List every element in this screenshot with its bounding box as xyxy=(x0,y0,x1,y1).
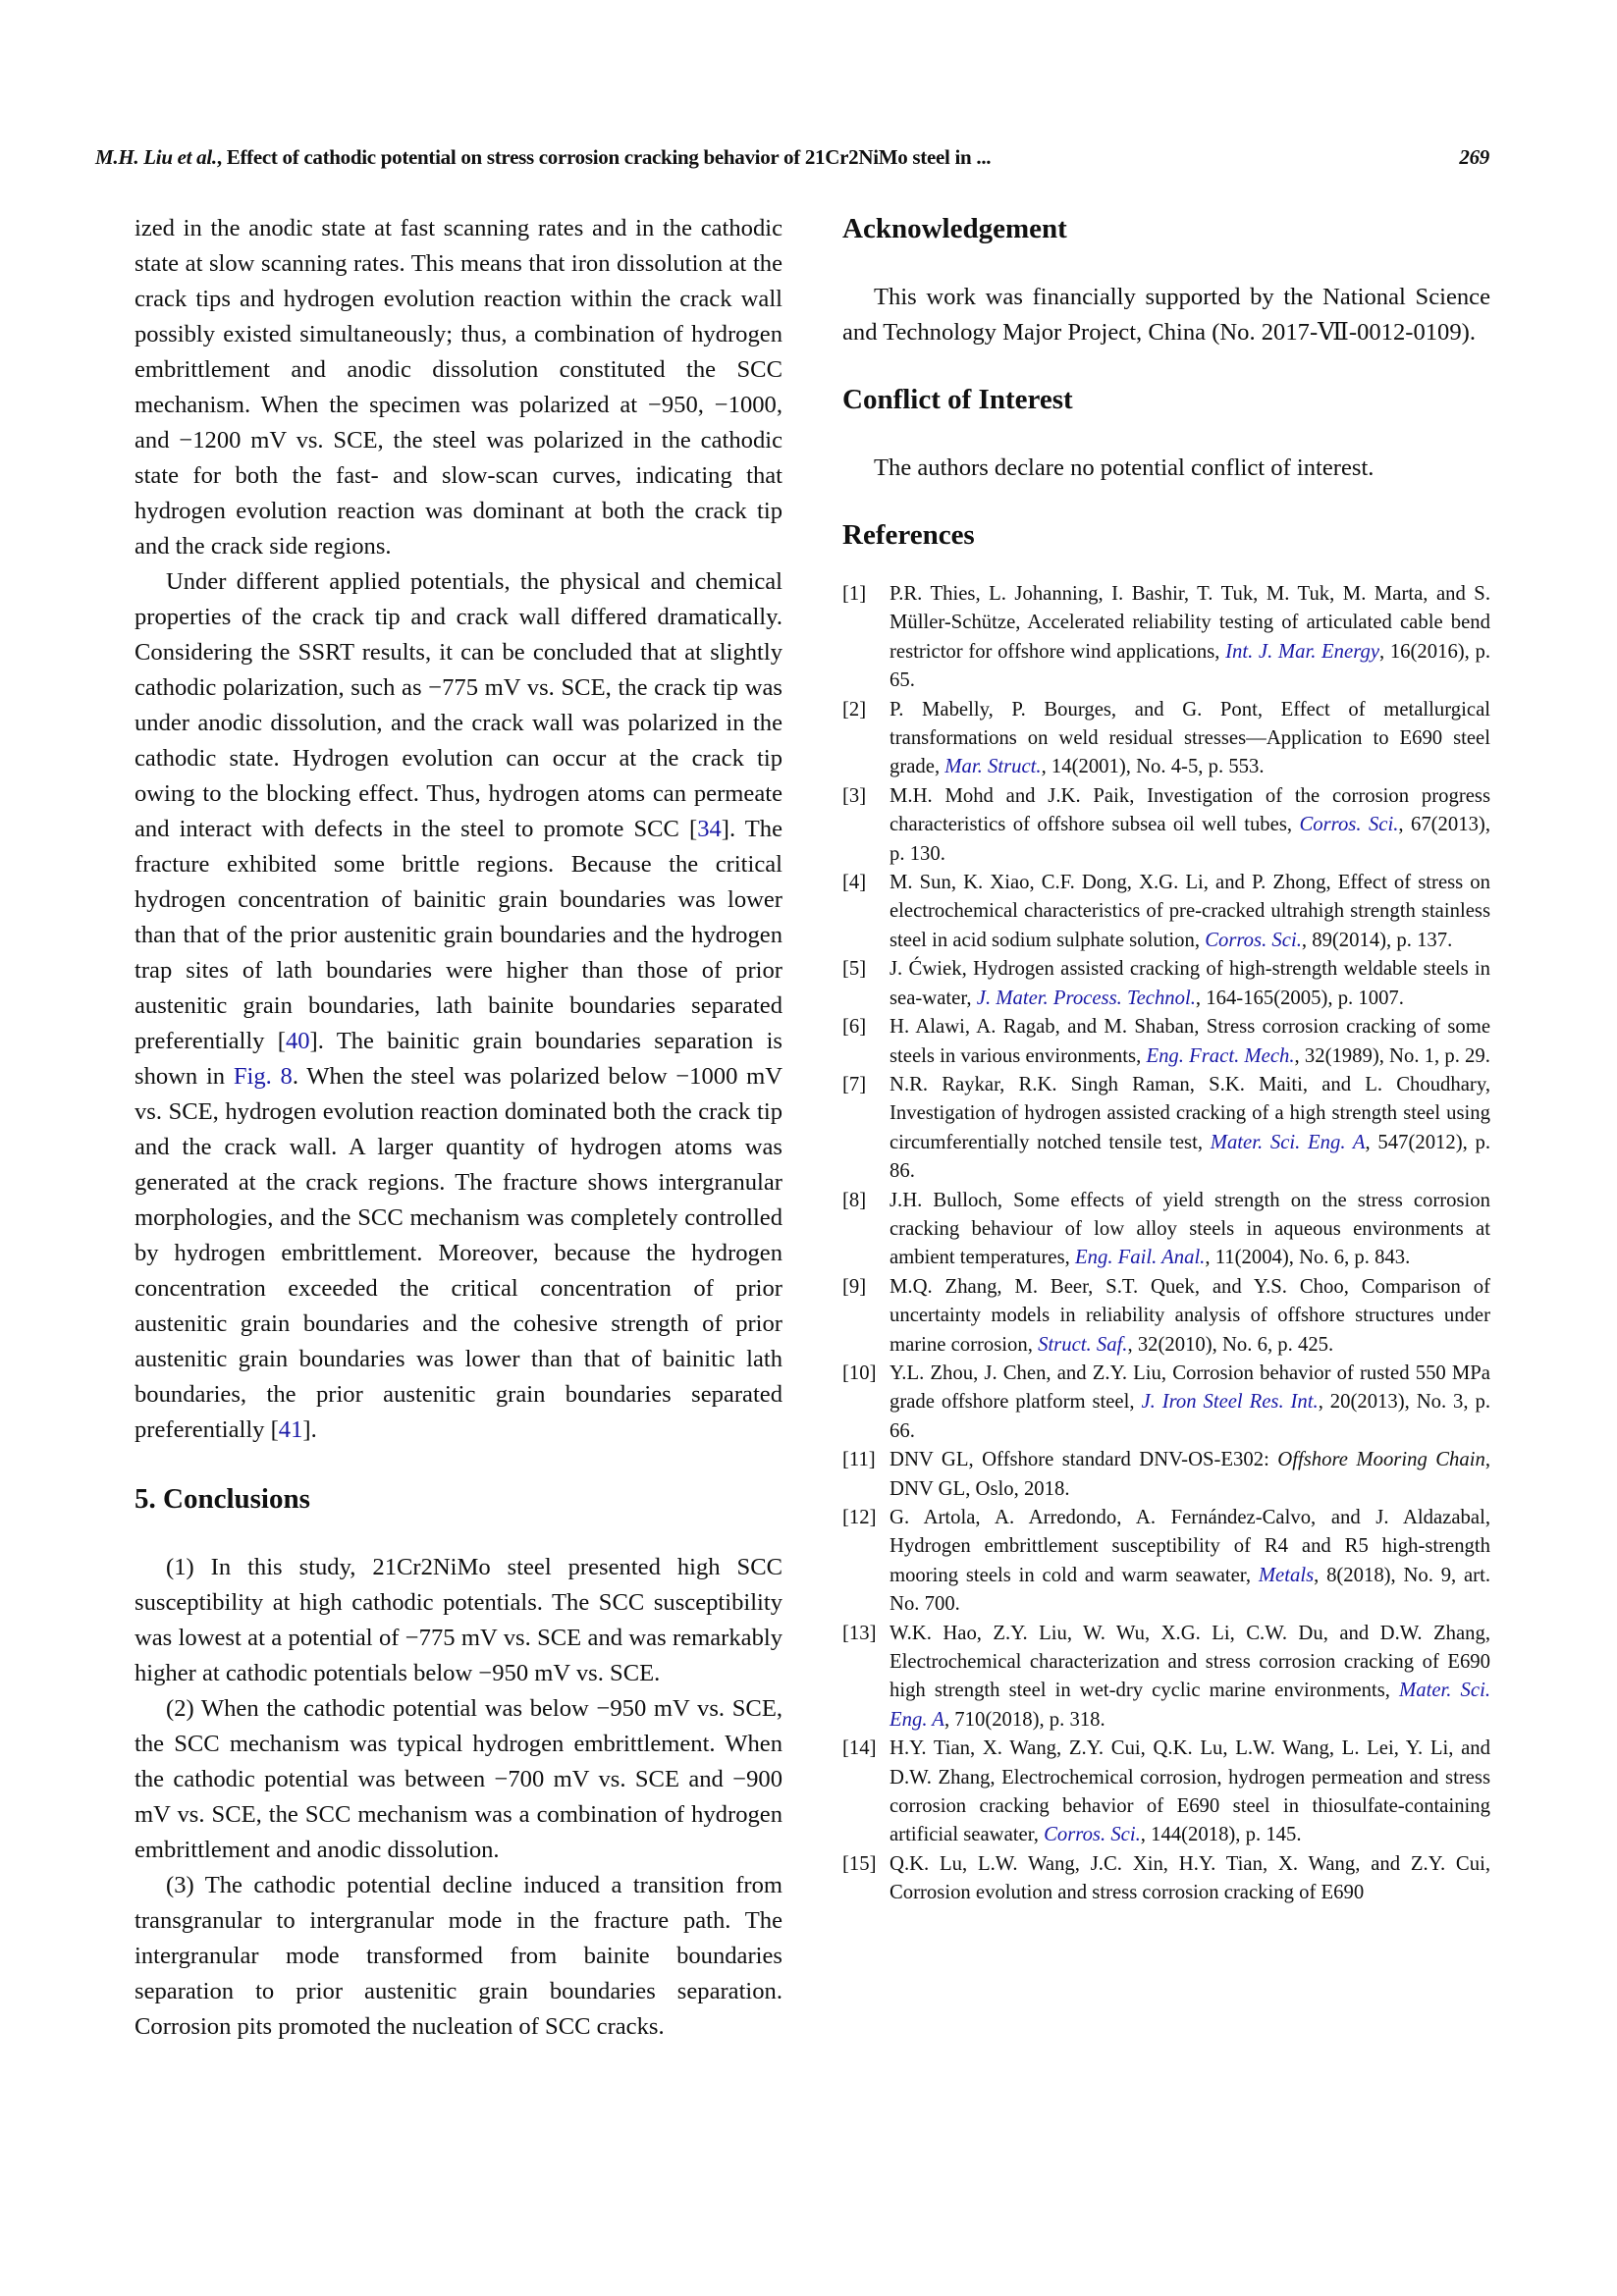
reference-item xyxy=(842,1446,1490,1504)
reference-text: DNV GL, Offshore standard DNV-OS-E302: xyxy=(889,1449,1278,1471)
reference-text: , 89(2014), p. 137. xyxy=(1301,929,1453,951)
journal-link[interactable]: Mater. Sci. Eng. A xyxy=(889,1680,1490,1731)
reference-number: [10] xyxy=(842,1362,877,1384)
journal-link[interactable]: Mater. Sci. Eng. A xyxy=(1210,1131,1366,1153)
reference-number: [7] xyxy=(842,1073,867,1095)
reference-item xyxy=(842,1504,1490,1620)
conflict-heading: Conflict of Interest xyxy=(842,384,1073,415)
reference-text: J. Ćwiek, Hydrogen assisted cracking of high-strength weldable steels in sea-water, xyxy=(889,958,1490,1009)
reference-item xyxy=(842,782,1490,869)
reference-text: Y.L. Zhou, J. Chen, and Z.Y. Liu, Corrosion behavior of rusted 550 MPa grade offshore platform steel, xyxy=(889,1362,1490,1414)
reference-item xyxy=(842,869,1490,955)
reference-text: , DNV GL, Oslo, 2018. xyxy=(889,1449,1490,1500)
reference-number: [2] xyxy=(842,698,867,721)
reference-text: M. Sun, K. Xiao, C.F. Dong, X.G. Li, and P. Zhong, Effect of stress on electrochemical characteristics of pre-cracked ultrahigh strength stainless steel in acid sodium sulphate solution, xyxy=(889,872,1490,951)
reference-item xyxy=(842,955,1490,1013)
journal-link[interactable]: Corros. Sci. xyxy=(1044,1824,1141,1846)
reference-number: [11] xyxy=(842,1449,876,1471)
reference-text: , 164-165(2005), p. 1007. xyxy=(1195,987,1404,1009)
reference-text: , 67(2013), p. 130. xyxy=(889,814,1490,865)
citation-link-41[interactable]: 41 xyxy=(278,1416,303,1443)
reference-text: , 710(2018), p. 318. xyxy=(943,1708,1105,1731)
text-segment: ]. The fracture exhibited some brittle regions. Because the critical hydrogen concentration of bainitic grain boundaries was lower than that of the prior austenitic grain boundaries and the hydrogen trap sites of lath boundaries were higher than those of prior austenitic grain boundaries, lath bainite boundaries separated preferentially [ xyxy=(135,816,782,1054)
reference-number: [15] xyxy=(842,1852,877,1875)
conclusion-item-2: (2) When the cathodic potential was below −950 mV vs. SCE, the SCC mechanism was typical hydrogen embrittlement. When the cathodic potential was between −700 mV vs. SCE and −900 mV vs. SCE, the SCC mechanism was a combination of hydrogen embrittlement and anodic dissolution. xyxy=(135,1695,782,1863)
book-title: Offshore Mooring Chain xyxy=(1277,1449,1485,1471)
acknowledgement-text: This work was financially supported by the National Science and Technology Major Project, China (No. 2017-Ⅶ-0012-0109). xyxy=(842,284,1490,346)
reference-text: , 14(2001), No. 4-5, p. 553. xyxy=(1041,756,1265,778)
header-authors: M.H. Liu et al. xyxy=(95,145,217,169)
reference-item xyxy=(842,1735,1490,1850)
reference-number: [6] xyxy=(842,1016,867,1039)
reference-text: , 11(2004), No. 6, p. 843. xyxy=(1205,1247,1411,1269)
journal-link[interactable]: J. Iron Steel Res. Int. xyxy=(1141,1391,1319,1414)
journal-link[interactable]: Corros. Sci. xyxy=(1205,929,1302,951)
reference-text: , 8(2018), No. 9, art. No. 700. xyxy=(889,1564,1490,1616)
reference-text: , 16(2016), p. 65. xyxy=(889,640,1491,692)
reference-item xyxy=(842,1013,1490,1071)
reference-text: H. Alawi, A. Ragab, and M. Shaban, Stress corrosion cracking of some steels in various environments, xyxy=(889,1016,1490,1067)
reference-item xyxy=(842,1620,1490,1735)
reference-list xyxy=(842,580,1490,1908)
references-heading: References xyxy=(842,519,975,551)
reference-item xyxy=(842,1273,1490,1360)
reference-text: W.K. Hao, Z.Y. Liu, W. Wu, X.G. Li, C.W. Du, and D.W. Zhang, Electrochemical characterization and stress corrosion cracking of E690 high strength steel in wet-dry cyclic marine environments, xyxy=(889,1622,1490,1702)
conflict-text: The authors declare no potential conflict of interest. xyxy=(874,454,1374,481)
text-segment: ]. xyxy=(302,1416,317,1443)
running-header xyxy=(95,145,1489,175)
left-column xyxy=(135,211,782,2045)
reference-number: [8] xyxy=(842,1189,867,1211)
reference-text: G. Artola, A. Arredondo, A. Fernández-Calvo, and J. Aldazabal, Hydrogen embrittlement susceptibility of R4 and R5 high-strength mooring steels in cold and warm seawater, xyxy=(889,1507,1490,1586)
journal-link[interactable]: Struct. Saf. xyxy=(1038,1333,1128,1356)
journal-link[interactable]: Eng. Fract. Mech. xyxy=(1146,1044,1295,1067)
body-paragraph-continued: ized in the anodic state at fast scanning rates and in the cathodic state at slow scanning rates. This means that iron dissolution at the crack tips and hydrogen evolution reaction within the crack wall possibly existed simultaneously; thus, a combination of hydrogen embrittlement and anodic dissolution constituted the SCC mechanism. When the specimen was polarized at −950, −1000, and −1200 mV vs. SCE, the steel was polarized in the cathodic state for both the fast- and slow-scan curves, indicating that hydrogen evolution reaction was dominant at both the crack tip and the crack side regions. xyxy=(135,215,782,560)
reference-text: J.H. Bulloch, Some effects of yield strength on the stress corrosion cracking behaviour of low alloy steels in aqueous environments at ambient temperatures, xyxy=(889,1189,1490,1269)
reference-number: [13] xyxy=(842,1622,877,1644)
text-segment: Under different applied potentials, the physical and chemical properties of the crack tip and crack wall differed dramatically. Considering the SSRT results, it can be concluded that at slightly cathodic polarization, such as −775 mV vs. SCE, the crack tip was under anodic dissolution, and the crack wall was polarized in the cathodic state. Hydrogen evolution can occur at the crack tip owing to the blocking effect. Thus, hydrogen atoms can permeate and interact with defects in the steel to promote SCC [ xyxy=(135,568,782,842)
conclusion-item-1: (1) In this study, 21Cr2NiMo steel presented high SCC susceptibility at high cathodic potentials. The SCC susceptibility was lowest at a potential of −775 mV vs. SCE and was remarkably higher at cathodic potentials below −950 mV vs. SCE. xyxy=(135,1554,782,1686)
header-title: , Effect of cathodic potential on stress corrosion cracking behavior of 21Cr2NiMo steel in ... xyxy=(216,145,992,169)
reference-text: , 32(2010), No. 6, p. 425. xyxy=(1127,1333,1334,1356)
reference-number: [12] xyxy=(842,1507,877,1528)
reference-item xyxy=(842,1071,1490,1187)
journal-link[interactable]: Metals xyxy=(1258,1564,1315,1586)
reference-text: N.R. Raykar, R.K. Singh Raman, S.K. Maiti, and L. Choudhary, Investigation of hydrogen assisted cracking of a high strength steel using circumferentially notched tensile test, xyxy=(889,1073,1490,1153)
reference-text: H.Y. Tian, X. Wang, Z.Y. Cui, Q.K. Lu, L.W. Wang, L. Lei, Y. Li, and D.W. Zhang, Electrochemical corrosion, hydrogen permeation and stress corrosion cracking behavior of E690 steel in thiosulfate-containing artificial seawater, xyxy=(889,1737,1490,1846)
right-column xyxy=(842,211,1490,1908)
acknowledgement-heading: Acknowledgement xyxy=(842,213,1067,244)
journal-link[interactable]: Eng. Fail. Anal. xyxy=(1075,1247,1206,1269)
reference-item xyxy=(842,1850,1490,1908)
text-segment: ]. The bainitic grain boundaries separation is shown in xyxy=(135,1028,782,1090)
citation-link-40[interactable]: 40 xyxy=(285,1028,310,1054)
page-number: 269 xyxy=(1459,145,1489,169)
reference-number: [14] xyxy=(842,1737,877,1760)
reference-text: P.R. Thies, L. Johanning, I. Bashir, T. Tuk, M. Tuk, M. Marta, and S. Müller-Schütze, Accelerated reliability testing of articulated cable bend restrictor for offshore wind applications, xyxy=(889,583,1490,663)
reference-text: , 144(2018), p. 145. xyxy=(1140,1824,1302,1846)
journal-link[interactable]: J. Mater. Process. Technol. xyxy=(976,987,1196,1009)
reference-item xyxy=(842,1187,1490,1273)
journal-link[interactable]: Corros. Sci. xyxy=(1299,814,1399,836)
conclusions-heading: 5. Conclusions xyxy=(135,1483,310,1515)
reference-text: M.H. Mohd and J.K. Paik, Investigation of the corrosion progress characteristics of offshore subsea oil well tubes, xyxy=(889,784,1490,836)
reference-text: , 547(2012), p. 86. xyxy=(889,1131,1491,1183)
reference-number: [9] xyxy=(842,1275,867,1298)
reference-number: [1] xyxy=(842,583,867,605)
journal-link[interactable]: Int. J. Mar. Energy xyxy=(1225,640,1380,663)
figure-link-fig8[interactable]: Fig. 8 xyxy=(233,1063,293,1090)
reference-number: [3] xyxy=(842,784,867,807)
reference-item xyxy=(842,1360,1490,1446)
conclusion-item-3: (3) The cathodic potential decline induced a transition from transgranular to intergranular mode in the fracture path. The intergranular mode transformed from bainite boundaries separation to prior austenitic grain boundaries separation. Corrosion pits promoted the nucleation of SCC cracks. xyxy=(135,1872,782,2040)
citation-link-34[interactable]: 34 xyxy=(697,816,722,842)
reference-text: Q.K. Lu, L.W. Wang, J.C. Xin, H.Y. Tian, X. Wang, and Z.Y. Cui, Corrosion evolution and stress corrosion cracking of E690 xyxy=(889,1852,1490,1904)
reference-text: , 32(1989), No. 1, p. 29. xyxy=(1294,1044,1490,1067)
reference-item xyxy=(842,580,1490,696)
text-segment: . When the steel was polarized below −1000 mV vs. SCE, hydrogen evolution reaction dominated both the crack tip and the crack wall. A larger quantity of hydrogen atoms was generated at the crack regions. The fracture shows intergranular morphologies, and the SCC mechanism was completely controlled by hydrogen embrittlement. Moreover, because the hydrogen concentration exceeded the critical concentration of prior austenitic grain boundaries and the cohesive strength of prior austenitic grain boundaries was lower than that of bainitic lath boundaries, the prior austenitic grain boundaries separated preferentially [ xyxy=(135,1063,782,1443)
reference-number: [4] xyxy=(842,872,867,894)
body-paragraph-discussion xyxy=(135,564,782,1448)
reference-text: M.Q. Zhang, M. Beer, S.T. Quek, and Y.S. Choo, Comparison of uncertainty models in reliability analysis of offshore structures under marine corrosion, xyxy=(889,1275,1490,1356)
reference-text: P. Mabelly, P. Bourges, and G. Pont, Effect of metallurgical transformations on weld residual stresses—Application to E690 steel grade, xyxy=(889,698,1490,778)
journal-link[interactable]: Mar. Struct. xyxy=(944,756,1042,778)
reference-number: [5] xyxy=(842,958,867,981)
reference-text: , 20(2013), No. 3, p. 66. xyxy=(889,1391,1490,1442)
reference-item xyxy=(842,696,1490,782)
